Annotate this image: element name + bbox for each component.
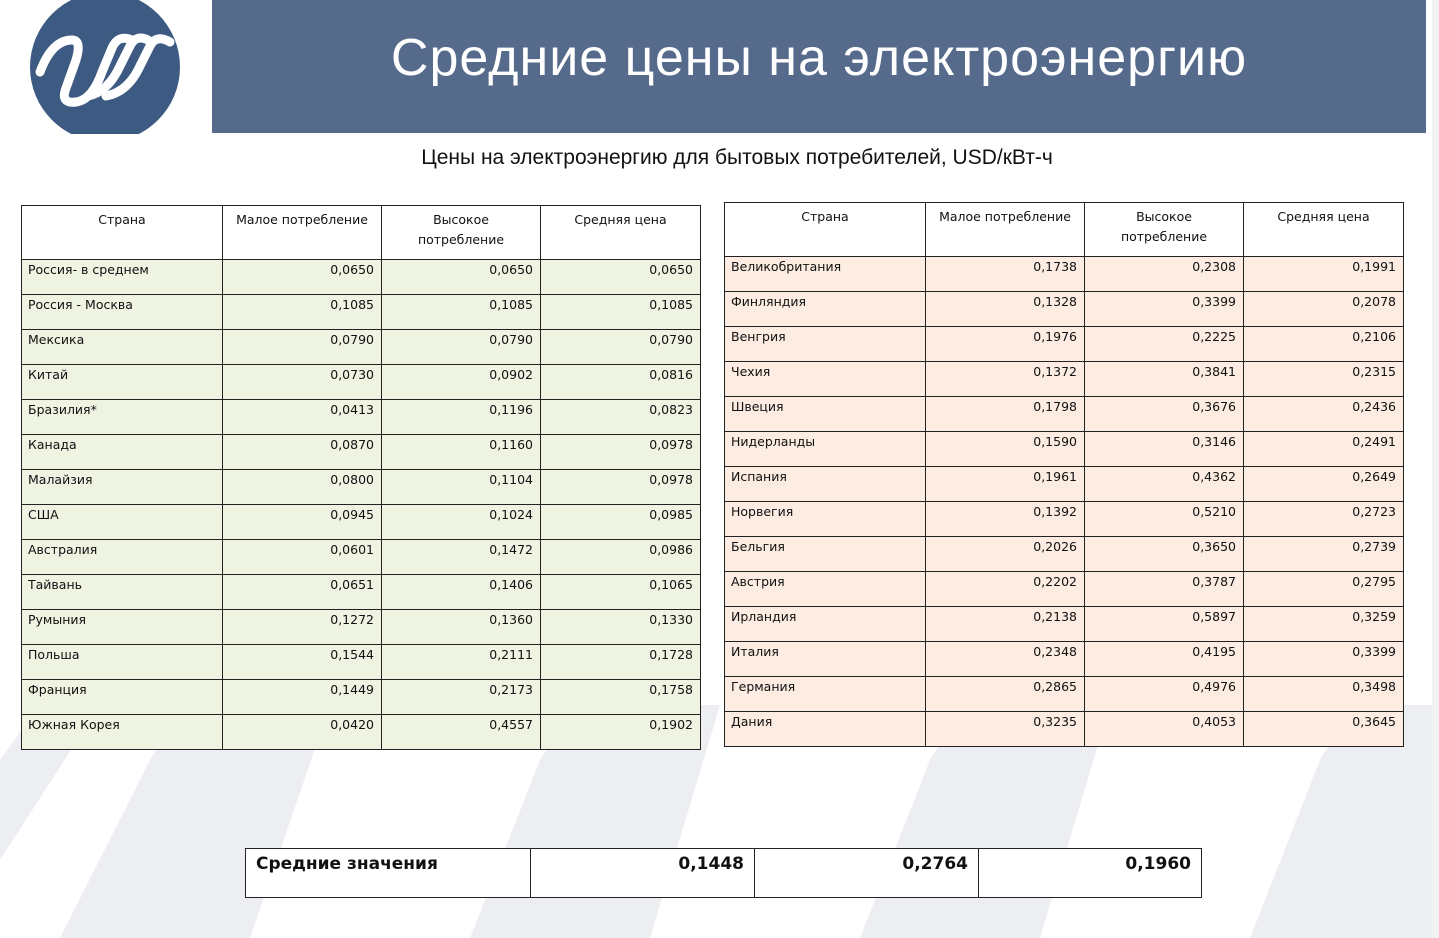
table-body: [725, 257, 1404, 747]
cell-high-consumption: 0,3399: [1085, 292, 1244, 327]
column-header-avg: Средняя цена: [541, 206, 701, 260]
cell-country: Чехия: [725, 362, 926, 397]
cell-low-consumption: 0,2026: [926, 537, 1085, 572]
cell-low-consumption: 0,3235: [926, 712, 1085, 747]
cell-low-consumption: 0,0651: [223, 575, 382, 610]
cell-country: Южная Корея: [22, 715, 223, 750]
table-row: [22, 715, 701, 750]
column-header-low: Малое потребление: [926, 203, 1085, 257]
summary-row: [246, 849, 1202, 898]
summary-table: [245, 848, 1202, 898]
column-header-high: Высокое потребление: [382, 206, 541, 260]
table-row: [725, 327, 1404, 362]
cell-high-consumption: 0,3146: [1085, 432, 1244, 467]
cell-high-consumption: 0,3676: [1085, 397, 1244, 432]
cell-country: Австралия: [22, 540, 223, 575]
cell-country: Испания: [725, 467, 926, 502]
cell-country: Австрия: [725, 572, 926, 607]
summary-label: Средние значения: [246, 849, 531, 898]
cell-high-consumption: 0,1160: [382, 435, 541, 470]
cell-country: Канада: [22, 435, 223, 470]
cell-high-consumption: 0,1406: [382, 575, 541, 610]
page-title: Средние цены на электроэнергию: [390, 29, 1248, 87]
cell-country: Румыния: [22, 610, 223, 645]
prices-table-right: [724, 202, 1404, 747]
table-row: [725, 502, 1404, 537]
cell-average-price: 0,0985: [541, 505, 701, 540]
cell-average-price: 0,0790: [541, 330, 701, 365]
table-row: [725, 362, 1404, 397]
table-row: [22, 330, 701, 365]
table-row: [22, 680, 701, 715]
cell-high-consumption: 0,2225: [1085, 327, 1244, 362]
cell-average-price: 0,1991: [1244, 257, 1404, 292]
cell-average-price: 0,2723: [1244, 502, 1404, 537]
cell-country: Тайвань: [22, 575, 223, 610]
cell-average-price: 0,1330: [541, 610, 701, 645]
summary-low-value: 0,1448: [531, 849, 755, 898]
table-row: [725, 677, 1404, 712]
table-row: [22, 365, 701, 400]
cell-country: Малайзия: [22, 470, 223, 505]
cell-country: Бразилия*: [22, 400, 223, 435]
cell-high-consumption: 0,3650: [1085, 537, 1244, 572]
cell-low-consumption: 0,2202: [926, 572, 1085, 607]
cell-average-price: 0,3399: [1244, 642, 1404, 677]
slide-edge: [1432, 0, 1439, 938]
table-header-row: [725, 203, 1404, 257]
cell-country: США: [22, 505, 223, 540]
cell-low-consumption: 0,0945: [223, 505, 382, 540]
cell-low-consumption: 0,0730: [223, 365, 382, 400]
cell-country: Италия: [725, 642, 926, 677]
cell-low-consumption: 0,2865: [926, 677, 1085, 712]
summary-avg-value: 0,1960: [979, 849, 1202, 898]
cell-high-consumption: 0,1472: [382, 540, 541, 575]
cell-country: Венгрия: [725, 327, 926, 362]
cell-average-price: 0,3645: [1244, 712, 1404, 747]
cell-high-consumption: 0,4976: [1085, 677, 1244, 712]
cell-low-consumption: 0,1272: [223, 610, 382, 645]
summary-high-value: 0,2764: [755, 849, 979, 898]
cell-low-consumption: 0,1961: [926, 467, 1085, 502]
table-row: [22, 575, 701, 610]
cell-country: Польша: [22, 645, 223, 680]
cell-low-consumption: 0,1976: [926, 327, 1085, 362]
cell-country: Россия - Москва: [22, 295, 223, 330]
cell-low-consumption: 0,0800: [223, 470, 382, 505]
cell-high-consumption: 0,0902: [382, 365, 541, 400]
table-row: [22, 435, 701, 470]
table-row: [22, 295, 701, 330]
cell-average-price: 0,1758: [541, 680, 701, 715]
cell-country: Германия: [725, 677, 926, 712]
cell-high-consumption: 0,0650: [382, 260, 541, 295]
cell-high-consumption: 0,2308: [1085, 257, 1244, 292]
cell-average-price: 0,1728: [541, 645, 701, 680]
cell-low-consumption: 0,1738: [926, 257, 1085, 292]
table-row: [725, 292, 1404, 327]
cell-high-consumption: 0,1085: [382, 295, 541, 330]
cell-average-price: 0,0650: [541, 260, 701, 295]
cell-low-consumption: 0,1449: [223, 680, 382, 715]
cell-average-price: 0,0816: [541, 365, 701, 400]
column-header-country: Страна: [725, 203, 926, 257]
cell-low-consumption: 0,1392: [926, 502, 1085, 537]
table-row: [725, 607, 1404, 642]
cell-average-price: 0,0986: [541, 540, 701, 575]
cell-high-consumption: 0,4195: [1085, 642, 1244, 677]
table-row: [725, 397, 1404, 432]
cell-average-price: 0,3259: [1244, 607, 1404, 642]
cell-country: Китай: [22, 365, 223, 400]
cell-low-consumption: 0,0650: [223, 260, 382, 295]
cell-low-consumption: 0,1372: [926, 362, 1085, 397]
cell-country: Норвегия: [725, 502, 926, 537]
cell-high-consumption: 0,1360: [382, 610, 541, 645]
cell-country: Ирландия: [725, 607, 926, 642]
cell-low-consumption: 0,1544: [223, 645, 382, 680]
cell-country: Финляндия: [725, 292, 926, 327]
cell-average-price: 0,2315: [1244, 362, 1404, 397]
cell-average-price: 0,0823: [541, 400, 701, 435]
cell-average-price: 0,1085: [541, 295, 701, 330]
table-row: [22, 540, 701, 575]
cell-low-consumption: 0,0420: [223, 715, 382, 750]
table-row: [22, 505, 701, 540]
cell-high-consumption: 0,1104: [382, 470, 541, 505]
cell-high-consumption: 0,3841: [1085, 362, 1244, 397]
table-subtitle: Цены на электроэнергию для бытовых потребителей, USD/кВт-ч: [421, 146, 1053, 169]
cell-country: Россия- в среднем: [22, 260, 223, 295]
title-band: [212, 0, 1426, 133]
column-header-low: Малое потребление: [223, 206, 382, 260]
table-row: [22, 400, 701, 435]
cell-average-price: 0,2436: [1244, 397, 1404, 432]
cell-low-consumption: 0,0870: [223, 435, 382, 470]
cell-high-consumption: 0,2111: [382, 645, 541, 680]
cell-country: Швеция: [725, 397, 926, 432]
cell-high-consumption: 0,1196: [382, 400, 541, 435]
cell-high-consumption: 0,4053: [1085, 712, 1244, 747]
cell-low-consumption: 0,2138: [926, 607, 1085, 642]
cell-low-consumption: 0,1590: [926, 432, 1085, 467]
cell-average-price: 0,0978: [541, 435, 701, 470]
cell-high-consumption: 0,5897: [1085, 607, 1244, 642]
cell-high-consumption: 0,5210: [1085, 502, 1244, 537]
cell-high-consumption: 0,0790: [382, 330, 541, 365]
cell-country: Мексика: [22, 330, 223, 365]
cell-country: Великобритания: [725, 257, 926, 292]
cell-average-price: 0,1902: [541, 715, 701, 750]
cell-average-price: 0,1065: [541, 575, 701, 610]
table-body: [22, 260, 701, 750]
prices-table-left: [21, 205, 701, 750]
column-header-country: Страна: [22, 206, 223, 260]
table-row: [725, 712, 1404, 747]
cell-average-price: 0,2795: [1244, 572, 1404, 607]
cell-average-price: 0,2491: [1244, 432, 1404, 467]
cell-low-consumption: 0,0790: [223, 330, 382, 365]
cell-average-price: 0,2739: [1244, 537, 1404, 572]
cell-low-consumption: 0,1798: [926, 397, 1085, 432]
table-row: [725, 257, 1404, 292]
table-header-row: [22, 206, 701, 260]
cell-low-consumption: 0,2348: [926, 642, 1085, 677]
cell-low-consumption: 0,1328: [926, 292, 1085, 327]
cell-country: Франция: [22, 680, 223, 715]
cell-average-price: 0,3498: [1244, 677, 1404, 712]
cell-high-consumption: 0,3787: [1085, 572, 1244, 607]
cell-high-consumption: 0,1024: [382, 505, 541, 540]
table-row: [725, 467, 1404, 502]
table-row: [22, 610, 701, 645]
column-header-avg: Средняя цена: [1244, 203, 1404, 257]
cell-high-consumption: 0,4362: [1085, 467, 1244, 502]
table-row: [725, 537, 1404, 572]
table-row: [725, 642, 1404, 677]
cell-country: Нидерланды: [725, 432, 926, 467]
cell-country: Дания: [725, 712, 926, 747]
cell-average-price: 0,2106: [1244, 327, 1404, 362]
cell-average-price: 0,0978: [541, 470, 701, 505]
cell-low-consumption: 0,0601: [223, 540, 382, 575]
column-header-high: Высокое потребление: [1085, 203, 1244, 257]
cell-country: Бельгия: [725, 537, 926, 572]
cell-low-consumption: 0,1085: [223, 295, 382, 330]
table-row: [725, 572, 1404, 607]
cell-average-price: 0,2649: [1244, 467, 1404, 502]
cell-high-consumption: 0,4557: [382, 715, 541, 750]
table-row: [22, 470, 701, 505]
table-row: [22, 260, 701, 295]
company-logo-icon: [30, 0, 180, 134]
table-row: [22, 645, 701, 680]
table-row: [725, 432, 1404, 467]
cell-high-consumption: 0,2173: [382, 680, 541, 715]
cell-average-price: 0,2078: [1244, 292, 1404, 327]
cell-low-consumption: 0,0413: [223, 400, 382, 435]
